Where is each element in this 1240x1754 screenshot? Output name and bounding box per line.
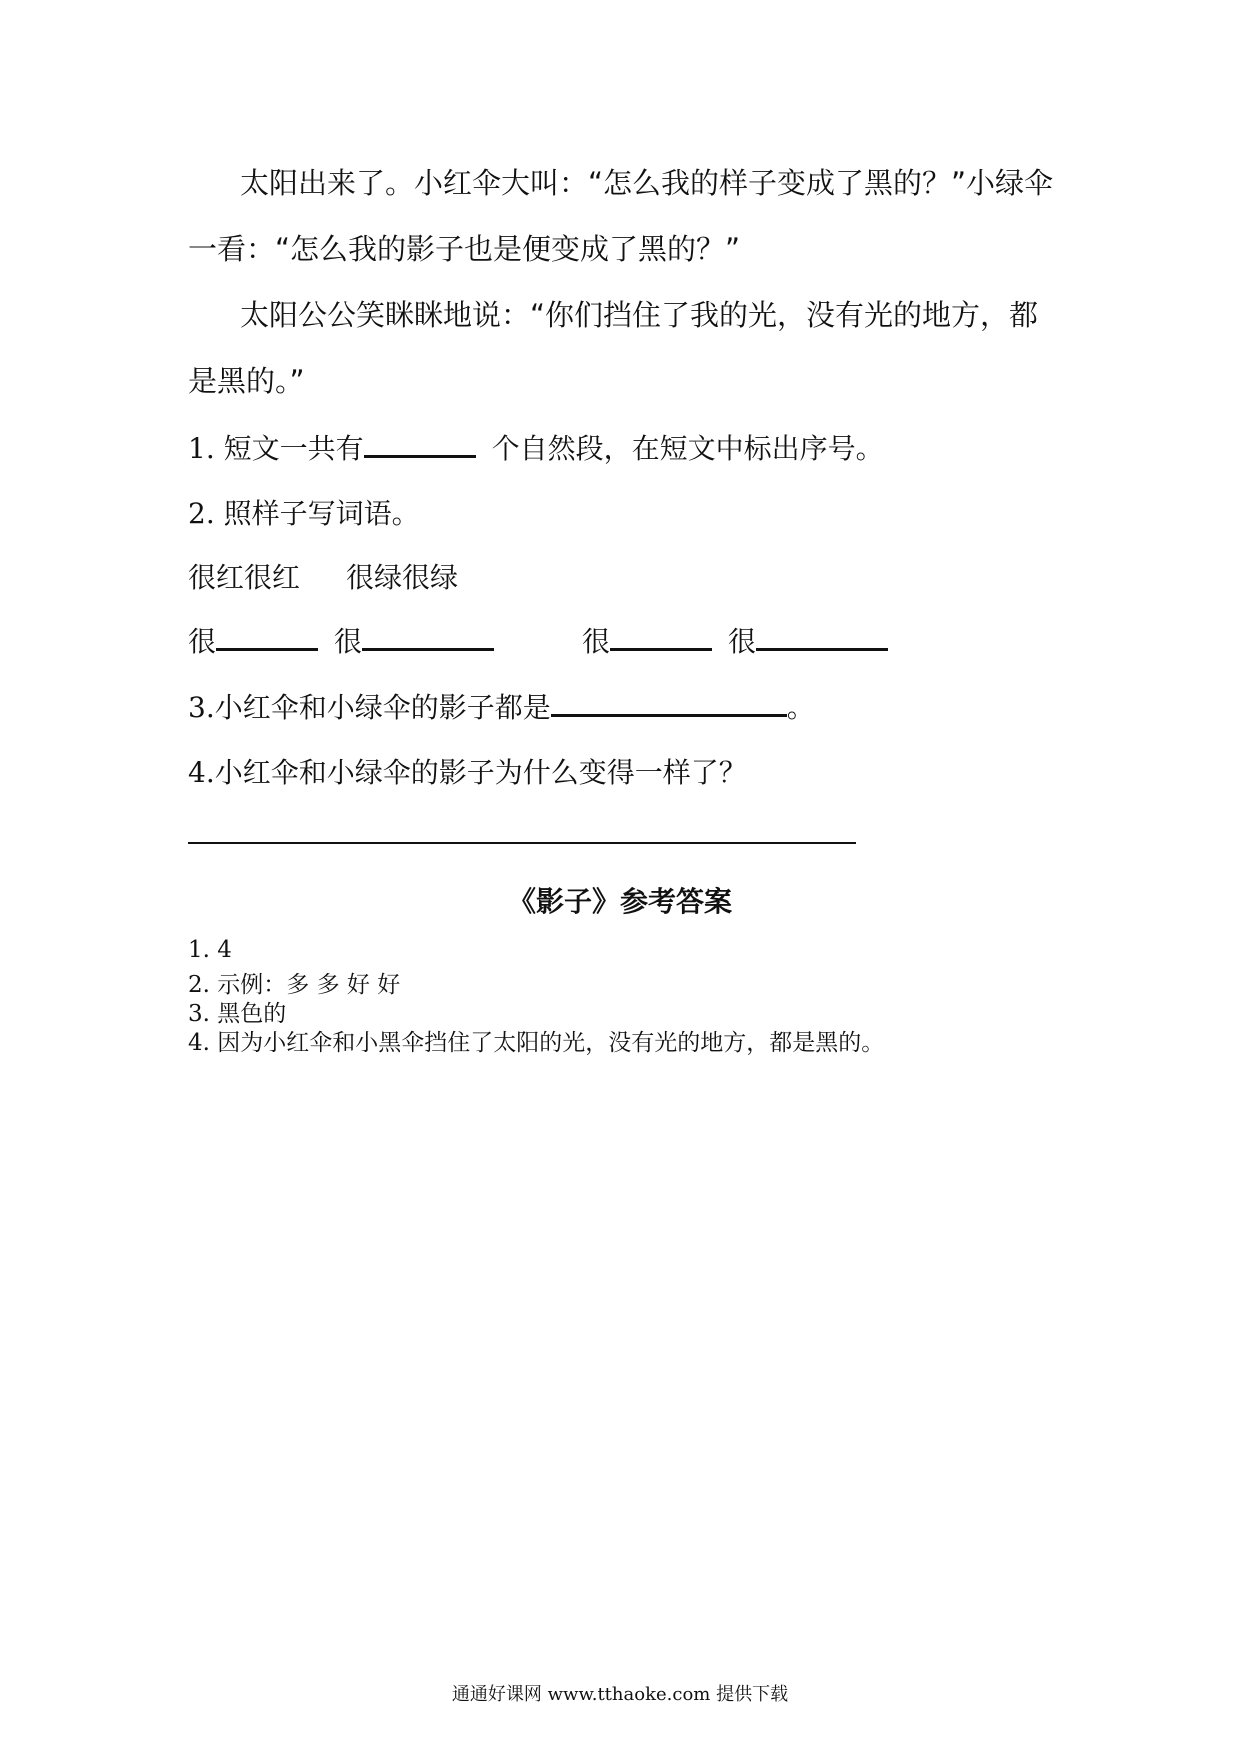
- passage-paragraph-2: 太阳公公笑眯眯地说：“你们挡住了我的光，没有光的地方，都是黑的。”: [188, 298, 1039, 398]
- answer-4: 4. 因为小红伞和小黑伞挡住了太阳的光，没有光的地方，都是黑的。: [188, 1030, 885, 1056]
- answer-blank[interactable]: [610, 647, 712, 651]
- example-word-1: 很红很红: [188, 561, 301, 594]
- passage-paragraph-1: 太阳出来了。小红伞大叫：“怎么我的样子变成了黑的？”小绿伞一看：“怎么我的影子也是便变成了黑的？”: [188, 166, 1054, 266]
- answer-1: 1. 4: [188, 937, 232, 963]
- question-1-suffix: 个自然段，在短文中标出序号。: [491, 432, 884, 465]
- question-1: [188, 427, 884, 467]
- answer-line[interactable]: [188, 842, 856, 844]
- answer-blank[interactable]: [216, 647, 318, 651]
- question-4: 4.小红伞和小绿伞的影子为什么变得一样了？: [188, 756, 747, 789]
- hen-char: 很: [582, 625, 611, 658]
- hen-char: 很: [728, 625, 757, 658]
- answer-2: 2. 示例：多 多 好 好: [188, 972, 401, 998]
- footer-credit: 通通好课网 www.tthaoke.com 提供下载: [451, 1684, 789, 1705]
- example-word-2: 很绿很绿: [346, 561, 459, 594]
- question-2-blanks: [188, 620, 888, 660]
- question-1-prefix: 1. 短文一共有: [188, 432, 364, 465]
- answer-blank[interactable]: [362, 647, 494, 651]
- answer-blank[interactable]: [756, 647, 888, 651]
- hen-char: 很: [188, 625, 217, 658]
- answer-3: 3. 黑色的: [188, 1001, 287, 1027]
- question-2: 2. 照样子写词语。: [188, 497, 420, 530]
- question-3-suffix: 。: [786, 691, 815, 724]
- question-3-prefix: 3.小红伞和小绿伞的影子都是: [188, 691, 551, 724]
- question-3: [188, 686, 815, 726]
- answer-blank[interactable]: [364, 454, 476, 458]
- answer-key-title: 《影子》参考答案: [507, 885, 732, 918]
- question-2-examples: [188, 556, 458, 596]
- hen-char: 很: [334, 625, 363, 658]
- answer-blank[interactable]: [551, 713, 787, 717]
